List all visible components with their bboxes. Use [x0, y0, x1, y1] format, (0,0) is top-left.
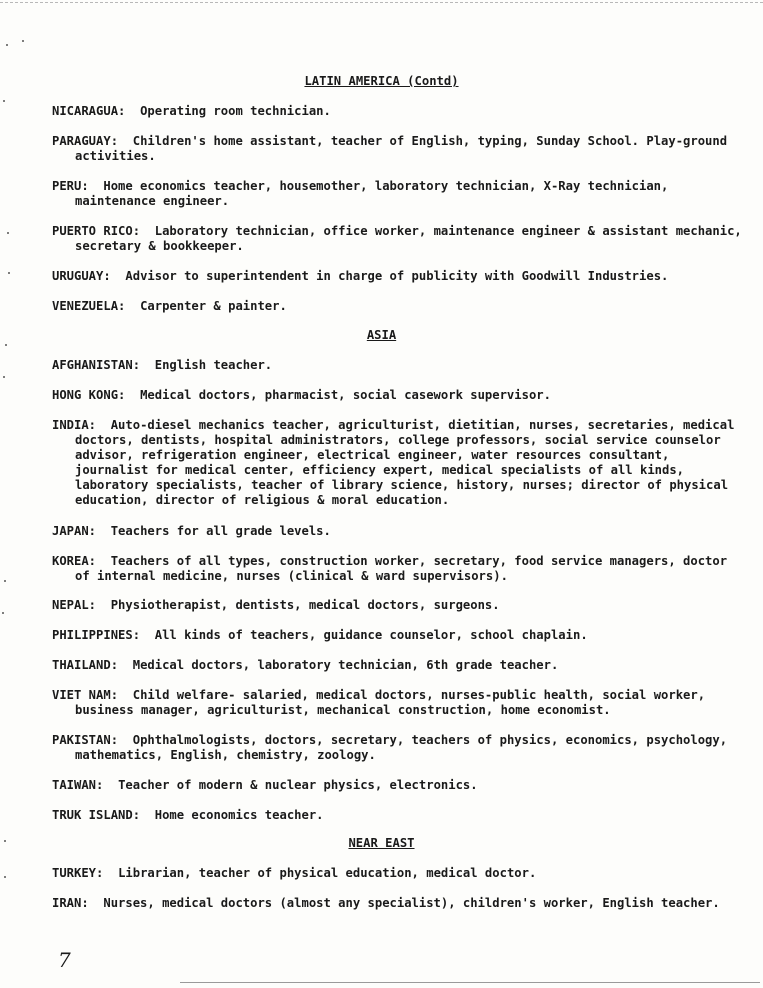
scan-speck [3, 100, 5, 102]
country-label: INDIA: [52, 418, 97, 432]
entry-japan [52, 524, 742, 539]
country-label: THAILAND: [52, 658, 119, 672]
scan-speck [5, 344, 7, 346]
scan-speck [2, 612, 4, 614]
entry-venezuela [52, 299, 742, 314]
section-heading-latin-america: LATIN AMERICA (Contd) [304, 74, 459, 88]
entry-nicaragua [52, 104, 742, 119]
entry-text: Auto-diesel mechanics teacher, agriculturist, dietitian, nurses, secretaries, medical doctors, dentists, hospital administrators, college professors, social service counselor advisor, refrigeration engineer, electrical engineer, water resources consultant, journalist for medical center, efficiency expert, medical specialists of all kinds, laboratory specialists, teacher of library science, history, nurses; director of physical education, director of religious & moral education. [75, 418, 735, 507]
scan-speck [3, 376, 5, 378]
entry-text: Child welfare- salaried, medical doctors, nurses-public health, social worker, business manager, agriculturist, mechanical construction, home economist. [75, 688, 706, 717]
entry-text: Laboratory technician, office worker, maintenance engineer & assistant mechanic, secretary & bookkeeper. [75, 224, 742, 253]
entry-text: English teacher. [154, 358, 273, 372]
entry-text: Teachers for all grade levels. [110, 524, 331, 538]
entry-text: Nurses, medical doctors (almost any specialist), children's worker, English teacher. [103, 896, 720, 910]
country-label: TRUK ISLAND: [52, 808, 141, 822]
scan-speck [7, 232, 9, 234]
entry-iran [52, 896, 742, 911]
country-label: NICARAGUA: [52, 104, 126, 118]
handwritten-page-number: 7 [58, 948, 71, 972]
entry-turkey [52, 866, 742, 881]
entry-text: Ophthalmologists, doctors, secretary, teachers of physics, economics, psychology, mathematics, English, chemistry, zoology. [75, 733, 728, 762]
scan-speck [4, 840, 6, 842]
scan-speck [4, 876, 6, 878]
country-label: URUGUAY: [52, 269, 111, 283]
entry-pakistan [52, 733, 742, 763]
entry-text: Teacher of modern & nuclear physics, electronics. [118, 778, 478, 792]
entry-text: Medical doctors, laboratory technician, 6th grade teacher. [132, 658, 559, 672]
scan-speck [8, 272, 10, 274]
entry-nepal [52, 598, 742, 613]
country-label: TAIWAN: [52, 778, 104, 792]
entry-text: Children's home assistant, teacher of English, typing, Sunday School. Play-ground activities. [75, 134, 728, 163]
country-label: IRAN: [52, 896, 89, 910]
entry-thailand [52, 658, 742, 673]
entry-taiwan [52, 778, 742, 793]
entry-text: Librarian, teacher of physical education, medical doctor. [118, 866, 537, 880]
country-label: PERU: [52, 179, 89, 193]
country-label: PAKISTAN: [52, 733, 119, 747]
entry-text: Medical doctors, pharmacist, social casework supervisor. [140, 388, 551, 402]
country-label: VIET NAM: [52, 688, 119, 702]
entry-puerto-rico [52, 224, 742, 254]
entry-text: Operating room technician. [140, 104, 331, 118]
entry-text: Teachers of all types, construction worker, secretary, food service managers, doctor of internal medicine, nurses (clinical & ward supervisors). [75, 554, 728, 583]
scan-speck [4, 580, 6, 582]
entry-truk-island [52, 808, 742, 823]
section-heading-near-east: NEAR EAST [348, 836, 415, 850]
scan-speck [6, 44, 8, 46]
country-label: KOREA: [52, 554, 97, 568]
entry-text: Home economics teacher, housemother, laboratory technician, X-Ray technician, maintenance engineer. [75, 179, 669, 208]
country-label: NEPAL: [52, 598, 97, 612]
entry-korea [52, 554, 742, 584]
scan-speck [22, 40, 24, 42]
entry-text: Home economics teacher. [154, 808, 324, 822]
entry-paraguay [52, 134, 742, 164]
country-label: JAPAN: [52, 524, 97, 538]
entry-philippines [52, 628, 742, 643]
entry-text: Carpenter & painter. [140, 299, 287, 313]
country-label: PUERTO RICO: [52, 224, 141, 238]
bottom-rule [180, 982, 760, 983]
entry-viet-nam [52, 688, 742, 718]
entry-text: Advisor to superintendent in charge of publicity with Goodwill Industries. [125, 269, 669, 283]
country-label: HONG KONG: [52, 388, 126, 402]
country-label: AFGHANISTAN: [52, 358, 141, 372]
entry-afghanistan [52, 358, 742, 373]
country-label: VENEZUELA: [52, 299, 126, 313]
entry-hong-kong [52, 388, 742, 403]
section-heading-asia: ASIA [366, 328, 397, 342]
entry-text: All kinds of teachers, guidance counselor, school chaplain. [154, 628, 588, 642]
country-label: TURKEY: [52, 866, 104, 880]
entry-uruguay [52, 269, 742, 284]
entry-india [52, 418, 742, 508]
entry-text: Physiotherapist, dentists, medical doctors, surgeons. [110, 598, 500, 612]
country-label: PHILIPPINES: [52, 628, 141, 642]
country-label: PARAGUAY: [52, 134, 119, 148]
entry-peru [52, 179, 742, 209]
